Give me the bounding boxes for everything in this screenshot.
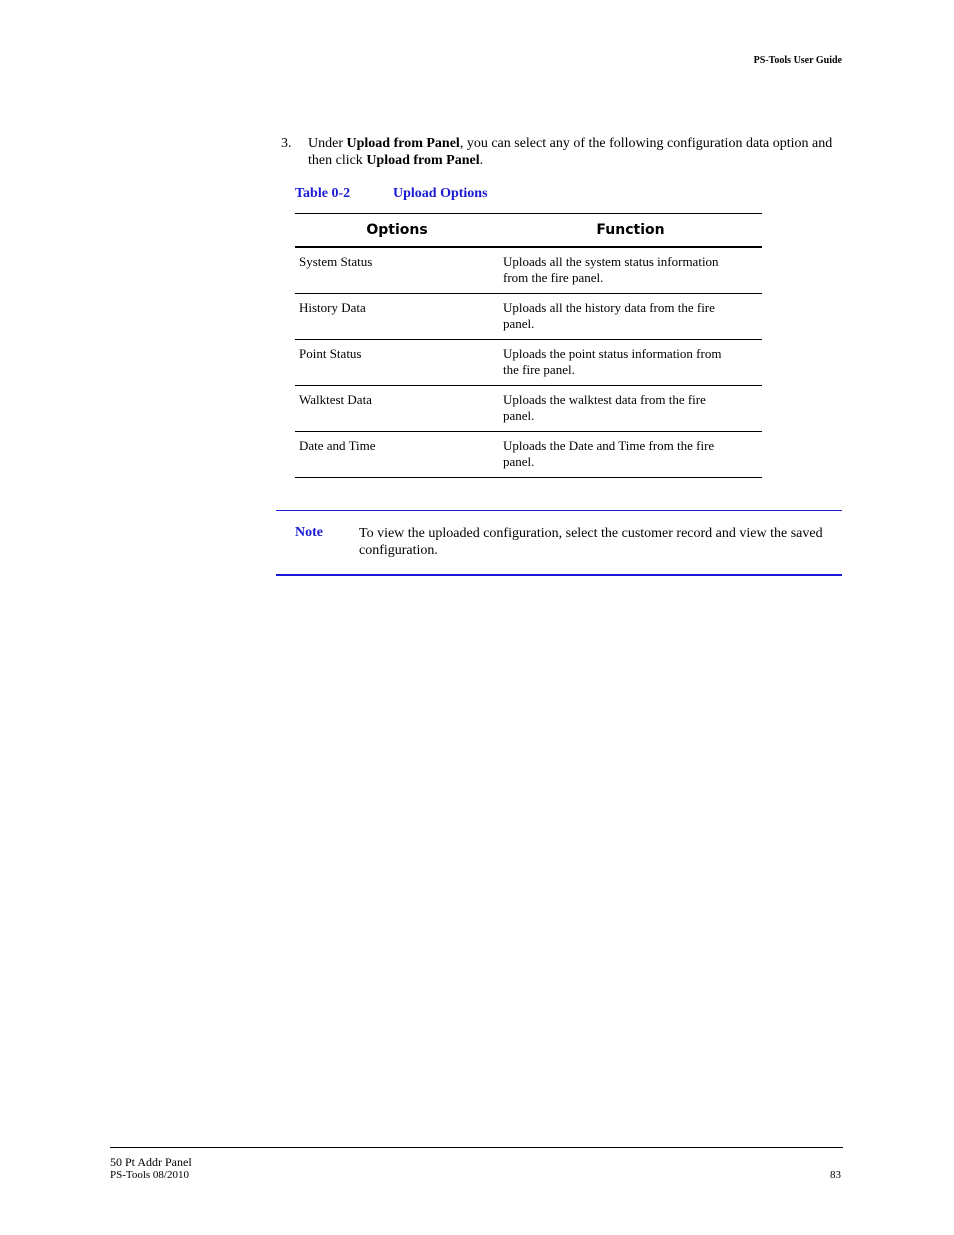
option-cell: Walktest Data [295, 386, 499, 432]
table-row [295, 294, 762, 340]
footer-info [110, 1156, 192, 1182]
column-header-options: Options [295, 214, 499, 248]
function-cell: Uploads all the system status information from the fire panel. [499, 247, 762, 294]
function-cell: Uploads the point status information from the fire panel. [499, 340, 762, 386]
table-row [295, 386, 762, 432]
option-cell: Date and Time [295, 432, 499, 478]
table-row [295, 340, 762, 386]
upload-from-panel-term-1: Upload from Panel [346, 136, 460, 151]
function-cell: Uploads the Date and Time from the fire panel. [499, 432, 762, 478]
footer-product: 50 Pt Addr Panel [110, 1155, 192, 1169]
table-caption [295, 186, 488, 202]
step-text-part-1: Under [308, 136, 347, 151]
note-text: To view the uploaded configuration, select the customer record and view the saved configuration. [359, 526, 823, 558]
function-cell: Uploads all the history data from the fire panel. [499, 294, 762, 340]
function-cell: Uploads the walktest data from the fire panel. [499, 386, 762, 432]
column-header-function: Function [499, 214, 762, 248]
step-text-part-2: , you can select any of the following configuration data option and then click [308, 136, 833, 168]
footer-doc: PS-Tools 08/2010 [110, 1169, 189, 1181]
option-cell: Point Status [295, 340, 499, 386]
running-header: PS-Tools User Guide [753, 55, 842, 66]
step-text [308, 135, 841, 169]
table-header-row [295, 214, 762, 248]
note-box [276, 510, 842, 576]
footer-divider [110, 1147, 843, 1148]
table-caption-number: Table 0-2 [295, 186, 351, 201]
step-text-part-3: . [479, 153, 484, 168]
note-label: Note [295, 525, 323, 540]
step-number: 3. [281, 136, 292, 151]
option-cell: History Data [295, 294, 499, 340]
option-cell: System Status [295, 247, 499, 294]
upload-options-table [295, 213, 762, 478]
upload-from-panel-term-2: Upload from Panel [366, 153, 480, 168]
table-caption-title: Upload Options [393, 186, 488, 201]
table-row [295, 247, 762, 294]
page-number: 83 [830, 1169, 841, 1181]
table-row [295, 432, 762, 478]
